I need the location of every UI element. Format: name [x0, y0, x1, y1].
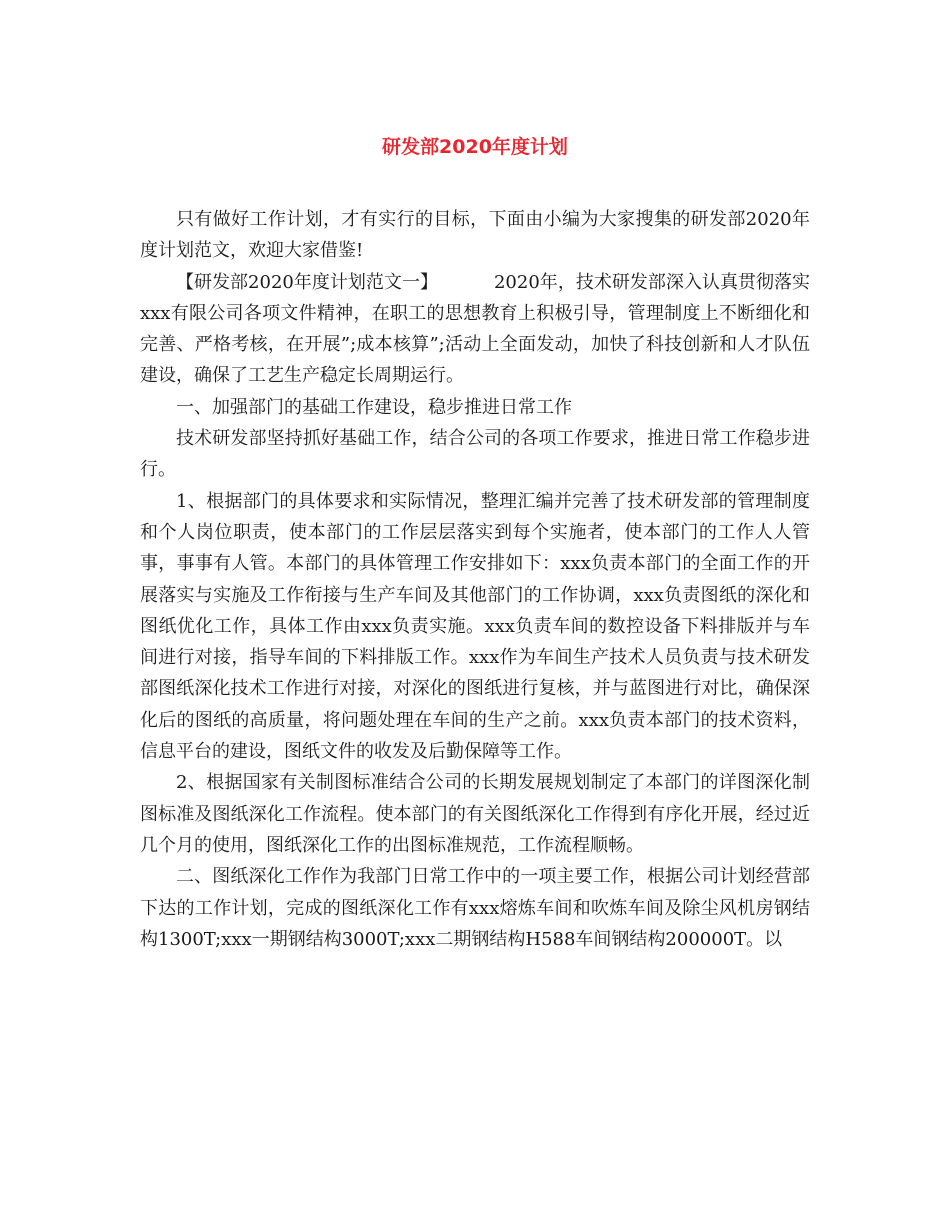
subheading-basic-work: 一、加强部门的基础工作建设，稳步推进日常工作 [176, 396, 572, 418]
intro-paragraph: 只有做好工作计划，才有实行的目标，下面由小编为大家搜集的研发部2020年度计划范文，欢迎大家借鉴! [140, 209, 810, 262]
section-heading: 【研发部2020年度计划范文一】 [176, 271, 438, 293]
section-one-text: 2020年，技术研发部深入认真贯彻落实xxx有限公司各项文件精神，在职工的思想教育上积极引导，管理制度上不断细化和完善、严格考核，在开展”;成本核算”;活动上全面发动，加快了科技创新和人才队伍建设，确保了工艺生产稳定长周期运行。 [140, 271, 810, 387]
drawing-work-paragraph: 二、图纸深化工作作为我部门日常工作中的一项主要工作，根据公司计划经营部下达的工作计划，完成的图纸深化工作有xxx熔炼车间和吹炼车间及除尘风机房钢结构1300T;xxx一期钢结构3000T;xxx二期钢结构H588车间钢结构200000T。以 [140, 866, 810, 950]
document-title: 研发部2020年度计划 [382, 136, 568, 158]
basic-work-paragraph: 技术研发部坚持抓好基础工作，结合公司的各项工作要求，推进日常工作稳步进行。 [140, 428, 810, 481]
document-body [140, 204, 810, 955]
item-2-paragraph: 2、根据国家有关制图标准结合公司的长期发展规划制定了本部门的详图深化制图标准及图纸深化工作流程。使本部门的有关图纸深化工作得到有序化开展，经过近几个月的使用，图纸深化工作的出图标准规范，工作流程顺畅。 [140, 772, 810, 856]
item-1-paragraph: 1、根据部门的具体要求和实际情况，整理汇编并完善了技术研发部的管理制度和个人岗位职责，使本部门的工作层层落实到每个实施者，使本部门的工作人人管事，事事有人管。本部门的具体管理工作安排如下：xxx负责本部门的全面工作的开展落实与实施及工作衔接与生产车间及其他部门的工作协调，xxx负责图纸的深化和图纸优化工作，具体工作由xxx负责实施。xxx负责车间的数控设备下料排版并与车间进行对接，指导车间的下料排版工作。xxx作为车间生产技术人员负责与技术研发部图纸深化技术工作进行对接，对深化的图纸进行复核，并与蓝图进行对比，确保深化后的图纸的高质量，将问题处理在车间的生产之前。xxx负责本部门的技术资料，信息平台的建设，图纸文件的收发及后勤保障等工作。 [140, 490, 810, 763]
section-one-paragraph [140, 267, 810, 392]
